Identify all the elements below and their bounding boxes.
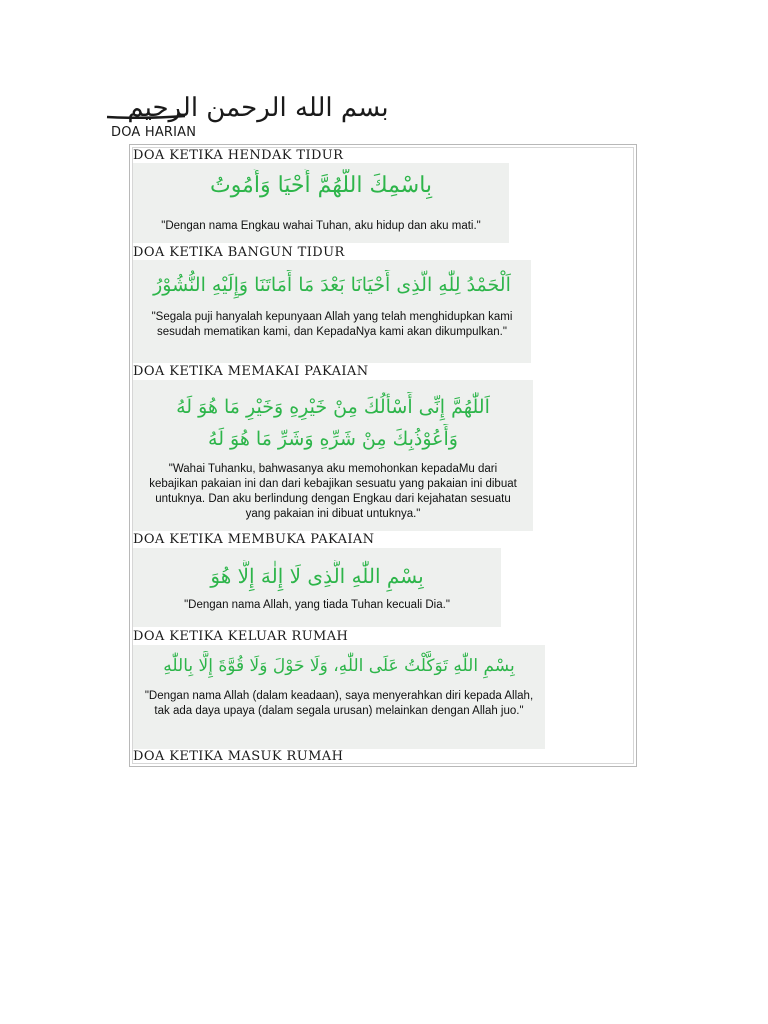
meaning-text: "Wahai Tuhanku, bahwasanya aku memohonkan kepadaMu dari kebajikan pakaian ini dan dari kebajikan sesuatu yang pakaian ini dibuat untuknya. Dan aku berlindung dengan Engkau dari kejahatan sesuatu yang pakaian ini dibuat untuknya." [149, 463, 517, 520]
doa-card-bangun-tidur [133, 260, 531, 363]
doa-title-keluar-rumah: DOA KETIKA KELUAR RUMAH [133, 629, 349, 644]
doa-title-bangun-tidur: DOA KETIKA BANGUN TIDUR [133, 245, 345, 260]
meaning-text: "Dengan nama Engkau wahai Tuhan, aku hidup dan aku mati." [161, 220, 481, 232]
doa-card-membuka-pakaian [133, 548, 501, 627]
arabic-text: اَلْحَمْدُ لِلّٰهِ الَّذِى أَحْيَانَا بَعْدَ مَا أَمَاتَنَا وَإِلَيْهِ النُّشُوْرُ [153, 274, 511, 296]
bismillah-calligraphy [105, 86, 411, 126]
doa-card-keluar-rumah [133, 645, 545, 749]
meaning-text: "Segala puji hanyalah kepunyaan Allah yang telah menghidupkan kami sesudah mematikan kami, dan KepadaNya kami akan dikumpulkan." [151, 311, 513, 338]
bismillah-text: بسم الله الرحمن الرحيم [127, 93, 389, 123]
meaning-text: "Dengan nama Allah (dalam keadaan), saya menyerahkan diri kepada Allah, tak ada daya upaya (dalam segala urusan) melainkan dengan Allah juo." [144, 690, 534, 717]
arabic-text: اَللّٰهُمَّ إِنِّى أَسْأَلُكَ مِنْ خَيْرِهِ وَخَيْرِ مَا هُوَ لَهُ [176, 396, 490, 418]
page-title: DOA HARIAN [111, 125, 197, 140]
doa-title-hendak-tidur: DOA KETIKA HENDAK TIDUR [133, 148, 344, 163]
doa-title-membuka-pakaian: DOA KETIKA MEMBUKA PAKAIAN [133, 532, 375, 547]
doa-title-memakai-pakaian: DOA KETIKA MEMAKAI PAKAIAN [133, 364, 369, 379]
arabic-text: بِاسْمِكَ اللَّهُمَّ أَحْيَا وَأَمُوتُ [209, 173, 433, 198]
doa-card-hendak-tidur [133, 163, 509, 243]
doa-title-masuk-rumah: DOA KETIKA MASUK RUMAH [133, 749, 344, 764]
arabic-text-line2: وَأَعُوْذُبِكَ مِنْ شَرِّهِ وَشَرِّ مَا هُوَ لَهُ [208, 428, 458, 450]
meaning-text: "Dengan nama Allah, yang tiada Tuhan kecuali Dia." [184, 599, 450, 611]
arabic-text: بِسْمِ اللّٰهِ الَّذِى لَا إِلٰهَ إِلَّا هُوَ [210, 564, 424, 588]
doa-card-memakai-pakaian [133, 380, 533, 531]
arabic-text: بِسْمِ اللّٰهِ تَوَكَّلْتُ عَلَى اللّٰهِ، وَلَا حَوْلَ وَلَا قُوَّةَ إِلَّا بِاللّٰهِ [163, 656, 515, 676]
